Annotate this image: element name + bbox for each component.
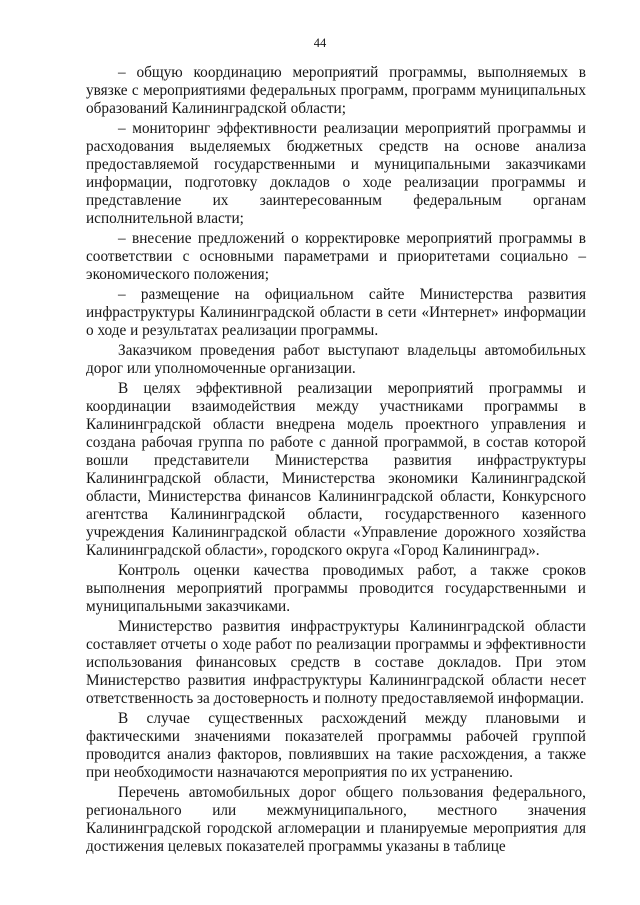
- paragraph-corrections: – внесение предложений о корректировке мероприятий программы в соответствии с основными параметрами и приоритетами социально – экономического положения;: [86, 230, 586, 283]
- paragraph-quality-control: Контроль оценки качества проводимых работ, а также сроков выполнения мероприятий программы проводится государственными и муниципальными заказчиками.: [86, 562, 586, 615]
- paragraph-coordination: – общую координацию мероприятий программы, выполняемых в увязке с мероприятиями федеральных программ, программ муниципальных образований Калининградской области;: [86, 64, 586, 117]
- paragraph-road-list: Перечень автомобильных дорог общего пользования федерального, регионального или межмуниципального, местного значения Калининградской городской агломерации и планируемые мероприятия для достижения целевых показателей программы указаны в таблице: [86, 784, 586, 855]
- paragraph-customer: Заказчиком проведения работ выступают владельцы автомобильных дорог или уполномоченные организации.: [86, 342, 586, 377]
- document-body: [86, 64, 586, 858]
- paragraph-monitoring: – мониторинг эффективности реализации мероприятий программы и расходования выделяемых бюджетных средств на основе анализа предоставляемой государственными и муниципальными заказчиками информации, подготовку докладов о ходе реализации программы и представление их заинтересованным федеральным органам исполнительной власти;: [86, 120, 586, 227]
- paragraph-website: – размещение на официальном сайте Министерства развития инфраструктуры Калининградской области в сети «Интернет» информации о ходе и результатах реализации программы.: [86, 286, 586, 339]
- paragraph-reports: Министерство развития инфраструктуры Калининградской области составляет отчеты о ходе работ по реализации программы и эффективности использования финансовых средств в составе докладов. При этом Министерство развития инфраструктуры Калининградской области несет ответственность за достоверность и полноту предоставляемой информации.: [86, 618, 586, 707]
- page-number: 44: [313, 36, 327, 50]
- paragraph-working-group: В целях эффективной реализации мероприятий программы и координации взаимодействия между участниками программы в Калининградской области внедрена модель проектного управления и создана рабочая группа по работе с данной программой, в состав которой вошли представители Министерства развития инфраструктуры Калининградской области, Министерства экономики Калининградской области, Министерства финансов Калининградской области, Конкурсного агентства Калининградской области, государственного казенного учреждения Калининградской области «Управление дорожного хозяйства Калининградской области», городского округа «Город Калининград».: [86, 380, 586, 559]
- paragraph-discrepancies: В случае существенных расхождений между плановыми и фактическими значениями показателей программы рабочей группой проводится анализ факторов, повлиявших на такие расхождения, а также при необходимости назначаются мероприятия по их устранению.: [86, 710, 586, 781]
